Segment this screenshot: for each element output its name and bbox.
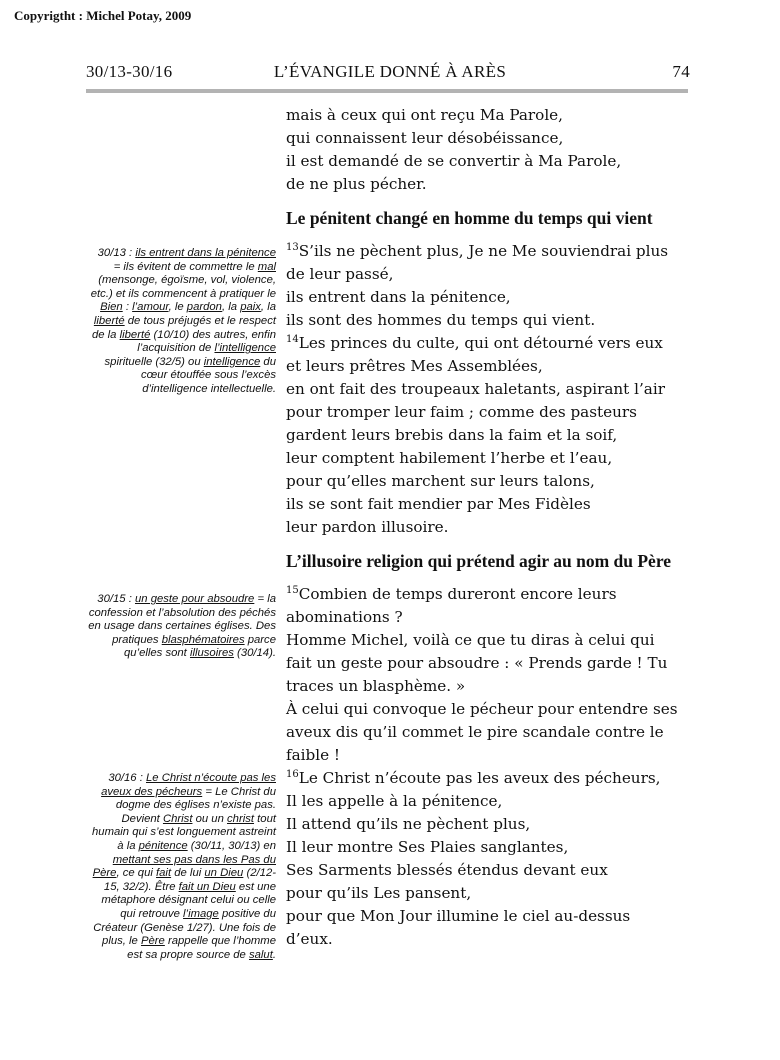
header-divider	[86, 89, 688, 93]
note-text: de lui	[171, 867, 205, 880]
note-text: 30/13 :	[97, 247, 136, 259]
section-heading-1: Le pénitent changé en homme du temps qui vient	[286, 208, 653, 228]
copyright-notice: Copyrigtht : Michel Potay, 2009	[14, 8, 192, 23]
text-line: ils entrent dans la pénitence,	[286, 288, 511, 306]
note-underlined-term: mal	[257, 260, 276, 273]
text-line: Il leur montre Ses Plaies sanglantes,	[286, 838, 569, 856]
text-line: À celui qui convoque le pécheur pour entendre ses	[286, 700, 678, 718]
note-underlined-term: christ	[227, 812, 255, 825]
note-text: , le	[168, 301, 187, 314]
note-text: est une métaphore désignant celui ou celle qui retrouve	[101, 880, 276, 920]
note-underlined-term: Christ	[162, 812, 193, 825]
margin-note-30-16	[88, 772, 276, 962]
note-text: rappelle que l’homme est sa propre source de	[127, 935, 276, 961]
note-text: spirituelle (32/5) ou	[104, 355, 204, 368]
note-underlined-term: illusoires	[189, 647, 234, 660]
note-underlined-term: intelligence	[203, 355, 261, 368]
note-text: , la	[260, 301, 276, 314]
text-line: Il les appelle à la pénitence,	[286, 792, 503, 810]
text-line: leur comptent habilement l’herbe et l’eau,	[286, 449, 613, 467]
note-text: (2/12-15, 32/2). Être	[103, 867, 276, 893]
note-text: (30/14).	[233, 647, 276, 660]
note-text: = Le Christ du dogme des églises n’existe pas. Devient	[115, 785, 276, 825]
verse-13-first-line: S’ils ne pèchent plus, Je ne Me souviendrai plus	[298, 242, 669, 260]
text-line: ils sont des hommes du temps qui vient.	[286, 311, 596, 329]
verse-number-14: 14	[286, 333, 299, 345]
text-line: pour qu’ils Les pansent,	[286, 884, 472, 902]
note-text: (10/10) des autres, enfin l’acquisition de	[137, 328, 276, 355]
note-underlined-term: Père	[140, 935, 165, 948]
header-page-number: 74	[672, 62, 690, 81]
main-text	[286, 104, 696, 951]
text-line: pour que Mon Jour illumine le ciel au-dessus	[286, 907, 631, 925]
note-underlined-term: blasphématoires	[161, 633, 245, 646]
intro-block	[286, 104, 696, 196]
note-underlined-term: paix	[240, 301, 261, 314]
note-text: , la	[221, 301, 241, 314]
note-text: parce qu’elles sont	[124, 633, 276, 660]
text-line: Il attend qu’ils ne pèchent plus,	[286, 815, 531, 833]
note-underlined-term: Bien	[100, 301, 123, 314]
note-underlined-term: pardon	[186, 301, 222, 314]
note-text: .	[272, 948, 276, 961]
text-line: fait un geste pour absoudre : « Prends garde ! Tu	[286, 654, 668, 672]
text-line: de leur passé,	[286, 265, 394, 283]
text-line: et leurs prêtres Mes Assemblées,	[286, 357, 543, 375]
text-line: d’eux.	[286, 930, 333, 948]
text-line: pour tromper leur faim ; comme des pasteurs	[286, 403, 637, 421]
note-text: = la confession et l’absolution des péchés en usage dans certaines églises. Des pratiques	[88, 593, 276, 646]
note-underlined-term: fait un Dieu	[178, 880, 236, 893]
verse-number-16: 16	[286, 768, 299, 780]
text-line: ils se sont fait mendier par Mes Fidèles	[286, 495, 591, 513]
note-underlined-term: l’image	[183, 907, 219, 920]
text-line: gardent leurs brebis dans la faim et la soif,	[286, 426, 618, 444]
note-underlined-term: mettant ses pas dans les Pas du Père	[92, 853, 276, 880]
note-underlined-term: pénitence	[138, 839, 188, 852]
text-line: Ses Sarments blessés étendus devant eux	[286, 861, 608, 879]
verse-16	[286, 767, 696, 951]
text-line: leur pardon illusoire.	[286, 518, 449, 536]
note-text: = ils évitent de commettre le	[113, 260, 258, 273]
verse-15-lines	[286, 606, 696, 767]
note-text: (30/11, 30/13) en	[187, 839, 276, 852]
text-line: qui connaissent leur désobéissance,	[286, 129, 564, 147]
note-text: (mensonge, égoïsme, vol, violence, etc.) et ils commencent à pratiquer le	[90, 274, 276, 300]
note-text: , ce qui	[116, 867, 157, 880]
verse-13-lines	[286, 263, 696, 332]
text-line: pour qu’elles marchent sur leurs talons,	[286, 472, 595, 490]
verse-14-first-line: Les princes du culte, qui ont détourné vers eux	[298, 334, 663, 352]
verse-14-lines	[286, 355, 696, 539]
note-underlined-term: Le Christ n’écoute pas les aveux des pécheurs	[101, 772, 276, 798]
note-underlined-term: liberté	[119, 328, 151, 341]
note-text: :	[122, 301, 133, 314]
note-text: de tous préjugés et le respect de la	[91, 314, 276, 341]
verse-16-lines	[286, 790, 696, 951]
margin-note-30-15	[88, 593, 276, 661]
note-underlined-term: salut	[248, 948, 273, 961]
text-line: abominations ?	[286, 608, 403, 626]
note-text: 30/15 :	[97, 593, 135, 605]
verse-15-first-line: Combien de temps dureront encore leurs	[298, 585, 617, 603]
section-heading-2: L’illusoire religion qui prétend agir au nom du Père	[286, 551, 672, 571]
note-underlined-term: un Dieu	[204, 867, 244, 880]
verse-number-13: 13	[286, 241, 299, 253]
text-line: mais à ceux qui ont reçu Ma Parole,	[286, 106, 563, 124]
text-line: de ne plus pécher.	[286, 175, 427, 193]
note-underlined-term: un geste pour absoudre	[134, 593, 255, 605]
note-text: ou un	[192, 812, 228, 825]
text-line: traces un blasphème. »	[286, 677, 466, 695]
note-text: 30/16 :	[108, 772, 146, 784]
verse-14	[286, 332, 696, 539]
note-underlined-term: l’amour	[132, 301, 169, 314]
note-underlined-term: ils entrent dans la pénitence	[135, 247, 276, 259]
text-line: il est demandé de se convertir à Ma Parole,	[286, 152, 622, 170]
text-line: Homme Michel, voilà ce que tu diras à celui qui	[286, 631, 655, 649]
margin-note-30-13	[88, 247, 276, 397]
verse-16-first-line: Le Christ n’écoute pas les aveux des pécheurs,	[298, 769, 661, 787]
text-line: aveux dis qu’il commet le pire scandale contre le	[286, 723, 664, 741]
note-underlined-term: fait	[156, 867, 172, 880]
text-line: faible !	[286, 746, 341, 764]
verse-13	[286, 240, 696, 332]
verse-15	[286, 583, 696, 767]
note-underlined-term: liberté	[93, 314, 125, 327]
header-book-title: L’ÉVANGILE DONNÉ À ARÈS	[273, 62, 507, 81]
note-underlined-term: l’intelligence	[214, 342, 276, 355]
header-verse-range: 30/13-30/16	[86, 62, 173, 81]
note-text: tout humain qui s’est longuement astreint à la	[92, 812, 276, 852]
verse-number-15: 15	[286, 584, 299, 596]
text-line: en ont fait des troupeaux haletants, aspirant l’air	[286, 380, 665, 398]
note-text: du cœur étouffée sous l’excès d’intelligence intellectuelle.	[141, 355, 276, 395]
note-text: positive du Créateur (Genèse 1/27). Une fois de plus, le	[93, 907, 276, 948]
